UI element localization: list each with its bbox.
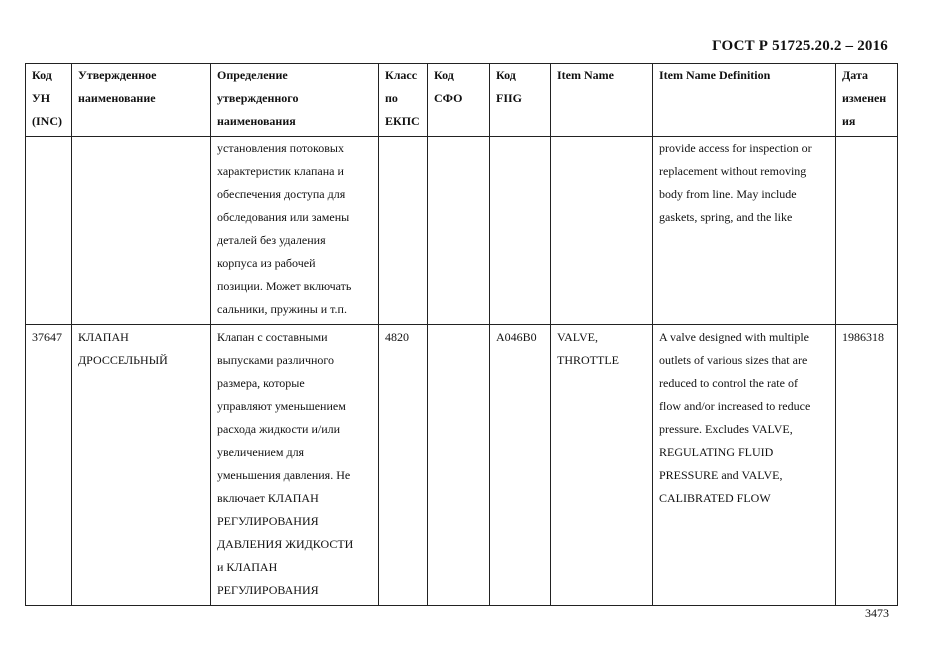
cell-definition: Клапан с составными выпусками различного размера, которые управляют уменьшением расхода жидкости и/или увеличением для уменьшения давления. Не включает КЛАПАН РЕГУЛИРОВАНИЯ ДАВЛЕНИЯ ЖИДКОСТИ и КЛАПАН РЕГУЛИРОВАНИЯ: [211, 325, 379, 606]
document-id-header: ГОСТ Р 51725.20.2 – 2016: [712, 38, 888, 54]
col-header-definition: Определение утвержденного наименования: [211, 64, 379, 137]
table-row: [26, 325, 898, 606]
cell-change-date: 1986318: [836, 325, 898, 606]
registry-table: [25, 63, 898, 606]
cell-fiig: A046B0: [490, 325, 551, 606]
cell-inc: [26, 137, 72, 325]
table-row: [26, 137, 898, 325]
cell-approved-name: [72, 137, 211, 325]
cell-class: [379, 137, 428, 325]
cell-sfo: [428, 137, 490, 325]
cell-inc: 37647: [26, 325, 72, 606]
cell-item-name-definition: A valve designed with multiple outlets of various sizes that are reduced to control the rate of flow and/or increased to reduce pressure. Excludes VALVE, REGULATING FLUID PRESSURE and VALVE, CALIBRATED FLOW: [653, 325, 836, 606]
cell-fiig: [490, 137, 551, 325]
cell-definition: установления потоковых характеристик клапана и обеспечения доступа для обследования или замены деталей без удаления корпуса из рабочей позиции. Может включать сальники, пружины и т.п.: [211, 137, 379, 325]
col-header-approved-name: Утвержденное наименование: [72, 64, 211, 137]
cell-class: 4820: [379, 325, 428, 606]
col-header-class: Класс по ЕКПС: [379, 64, 428, 137]
col-header-change-date: Дата изменен ия: [836, 64, 898, 137]
cell-item-name: VALVE, THROTTLE: [551, 325, 653, 606]
col-header-item-name: Item Name: [551, 64, 653, 137]
cell-change-date: [836, 137, 898, 325]
col-header-sfo: Код СФО: [428, 64, 490, 137]
cell-item-name: [551, 137, 653, 325]
col-header-item-name-definition: Item Name Definition: [653, 64, 836, 137]
cell-item-name-definition: provide access for inspection or replacement without removing body from line. May include gaskets, spring, and the like: [653, 137, 836, 325]
page-number: 3473: [865, 606, 889, 620]
cell-approved-name: КЛАПАН ДРОССЕЛЬНЫЙ: [72, 325, 211, 606]
cell-sfo: [428, 325, 490, 606]
table-header-row: [26, 64, 898, 137]
col-header-inc: Код УН (INC): [26, 64, 72, 137]
col-header-fiig: Код FIIG: [490, 64, 551, 137]
